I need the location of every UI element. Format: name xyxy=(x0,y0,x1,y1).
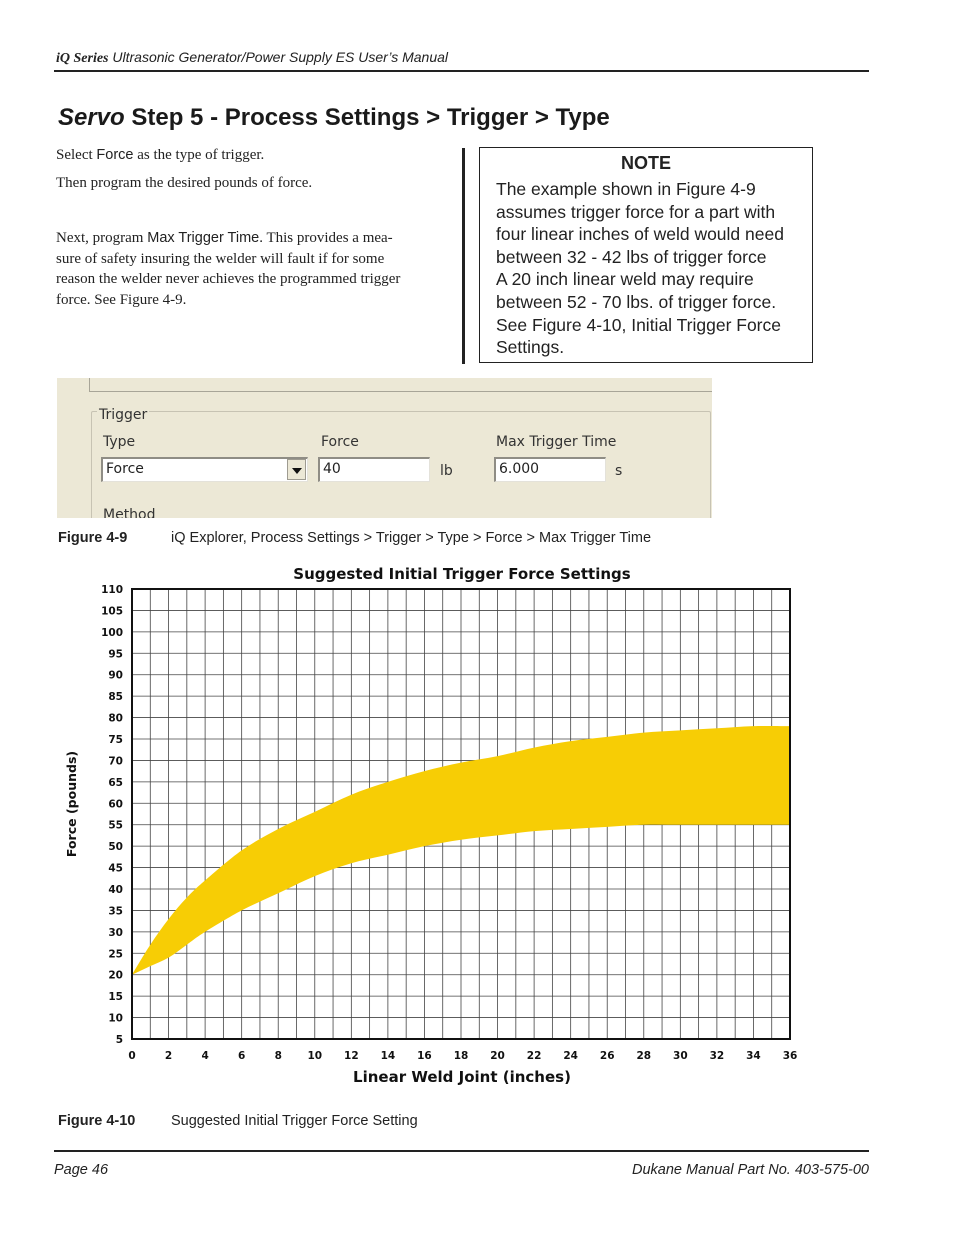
chart-y-tick-label: 35 xyxy=(108,905,123,918)
p1-text-c: as the type of trigger. xyxy=(133,147,265,163)
chart-x-tick-label: 8 xyxy=(274,1050,282,1062)
p3-line-2: sure of safety insuring the welder will fault if for some xyxy=(56,250,385,267)
chart-y-tick-label: 20 xyxy=(108,969,123,982)
paragraph-program-force: Then program the desired pounds of force. xyxy=(56,175,313,191)
figure-4-10-caption: Suggested Initial Trigger Force Setting xyxy=(171,1113,418,1129)
chart-x-tick-label: 20 xyxy=(490,1050,505,1062)
chart-x-tick-label: 26 xyxy=(599,1050,615,1062)
page-number: Page 46 xyxy=(54,1162,109,1178)
chart-y-axis-label: Force (pounds) xyxy=(64,750,79,858)
chart-x-tick-label: 32 xyxy=(709,1050,725,1062)
note-line: The example shown in Figure 4-9 xyxy=(496,179,756,199)
chart-y-tick-label: 30 xyxy=(108,926,123,939)
p1-term-force: Force xyxy=(96,147,134,163)
note-line: Settings. xyxy=(496,337,565,358)
note-line: A 20 inch linear weld may require xyxy=(496,269,754,290)
chart-y-tick-labels xyxy=(101,584,123,1046)
chart-y-tick-label: 25 xyxy=(108,948,123,961)
chart-x-tick-label: 28 xyxy=(636,1050,652,1062)
note-line: assumes trigger force for a part with xyxy=(496,201,776,222)
max-trigger-time-input[interactable]: 6.000 xyxy=(494,457,606,482)
chart-title: Suggested Initial Trigger Force Settings xyxy=(293,565,631,583)
chart-x-tick-labels xyxy=(128,1050,797,1062)
p3-line-3: reason the welder never achieves the programmed trigger xyxy=(56,271,401,287)
max-trigger-time-label: Max Trigger Time xyxy=(496,434,617,450)
chart-x-tick-label: 4 xyxy=(201,1050,209,1062)
figure-4-9-caption: iQ Explorer, Process Settings > Trigger > Type > Force > Max Trigger Time xyxy=(171,530,652,546)
chart-y-tick-label: 65 xyxy=(108,776,123,789)
chart-x-tick-label: 24 xyxy=(563,1050,578,1062)
note-title: NOTE xyxy=(620,153,671,173)
chart-y-tick-label: 75 xyxy=(108,734,123,746)
chart-x-tick-label: 2 xyxy=(164,1050,173,1062)
note-line: between 32 - 42 lbs of trigger force xyxy=(496,246,767,267)
p3-text-c: . This provides a mea- xyxy=(259,230,393,246)
force-input[interactable]: 40 xyxy=(318,457,430,482)
chart-y-tick-label: 40 xyxy=(108,884,123,896)
p1-text-a: Select xyxy=(56,147,97,163)
note-line: See Figure 4-10, Initial Trigger Force xyxy=(496,314,781,335)
chart-y-tick-label: 50 xyxy=(108,841,123,854)
chart-x-tick-label: 18 xyxy=(453,1050,469,1062)
footer-rule xyxy=(54,1150,869,1152)
chart-y-tick-label: 80 xyxy=(108,712,123,725)
chart-y-tick-label: 45 xyxy=(108,862,123,875)
trigger-type-select[interactable]: Force xyxy=(101,457,308,482)
chart-y-tick-label: 100 xyxy=(101,626,123,639)
figure-4-9-number-text: Figure 4-9 xyxy=(58,530,128,546)
header-title: Ultrasonic Generator/Power Supply ES User’s Manual xyxy=(108,49,449,65)
chart-x-tick-label: 6 xyxy=(238,1050,246,1062)
section-title-rest: Step 5 - Process Settings > Trigger > Type xyxy=(124,104,610,131)
chart-x-tick-label: 12 xyxy=(344,1050,359,1062)
chart-x-axis-label: Linear Weld Joint (inches) xyxy=(353,1068,571,1086)
force-label: Force xyxy=(321,434,359,450)
type-label: Type xyxy=(103,434,136,450)
chart-y-tick-label: 95 xyxy=(108,648,123,661)
p3-text-a: Next, program xyxy=(56,230,148,246)
chart-x-tick-label: 10 xyxy=(307,1050,323,1062)
chart-x-tick-label: 0 xyxy=(128,1050,136,1062)
header-brand: iQ Series xyxy=(56,51,109,66)
force-unit: lb xyxy=(440,463,453,479)
chart-y-tick-label: 105 xyxy=(101,605,123,618)
chart-y-tick-label: 55 xyxy=(108,819,123,832)
chart-y-tick-label: 70 xyxy=(108,755,123,768)
chart-x-tick-label: 16 xyxy=(417,1050,432,1062)
chart-y-tick-label: 85 xyxy=(108,691,123,704)
figure-4-10-number xyxy=(58,1113,135,1129)
note-line: four linear inches of weld would need xyxy=(496,224,784,245)
chart-x-tick-label: 36 xyxy=(782,1050,798,1062)
note-line: between 52 - 70 lbs. of trigger force. xyxy=(496,291,777,312)
p3-term-max-trigger-time: Max Trigger Time xyxy=(147,230,260,246)
chart-y-tick-label: 5 xyxy=(115,1034,123,1046)
chart-y-tick-label: 110 xyxy=(101,584,123,596)
chart-y-tick-label: 10 xyxy=(108,1012,123,1025)
time-unit: s xyxy=(615,463,623,479)
trigger-group-label: Trigger xyxy=(99,407,148,423)
chart-y-tick-label: 60 xyxy=(108,798,123,811)
chart-x-tick-label: 34 xyxy=(746,1050,761,1062)
figure-4-10-number-text: Figure 4-10 xyxy=(58,1113,136,1129)
chart-y-tick-label: 15 xyxy=(108,991,123,1004)
chart-x-tick-label: 22 xyxy=(526,1050,542,1062)
manual-part-number: Dukane Manual Part No. 403-575-00 xyxy=(632,1162,869,1178)
chart-x-tick-label: 14 xyxy=(380,1050,396,1062)
method-label: Method xyxy=(103,507,156,518)
chart-y-tick-label: 90 xyxy=(108,669,123,682)
section-title-italic: Servo xyxy=(58,104,125,131)
p3-line-4: force. See Figure 4-9. xyxy=(56,291,187,308)
chart-x-tick-label: 30 xyxy=(673,1050,688,1062)
